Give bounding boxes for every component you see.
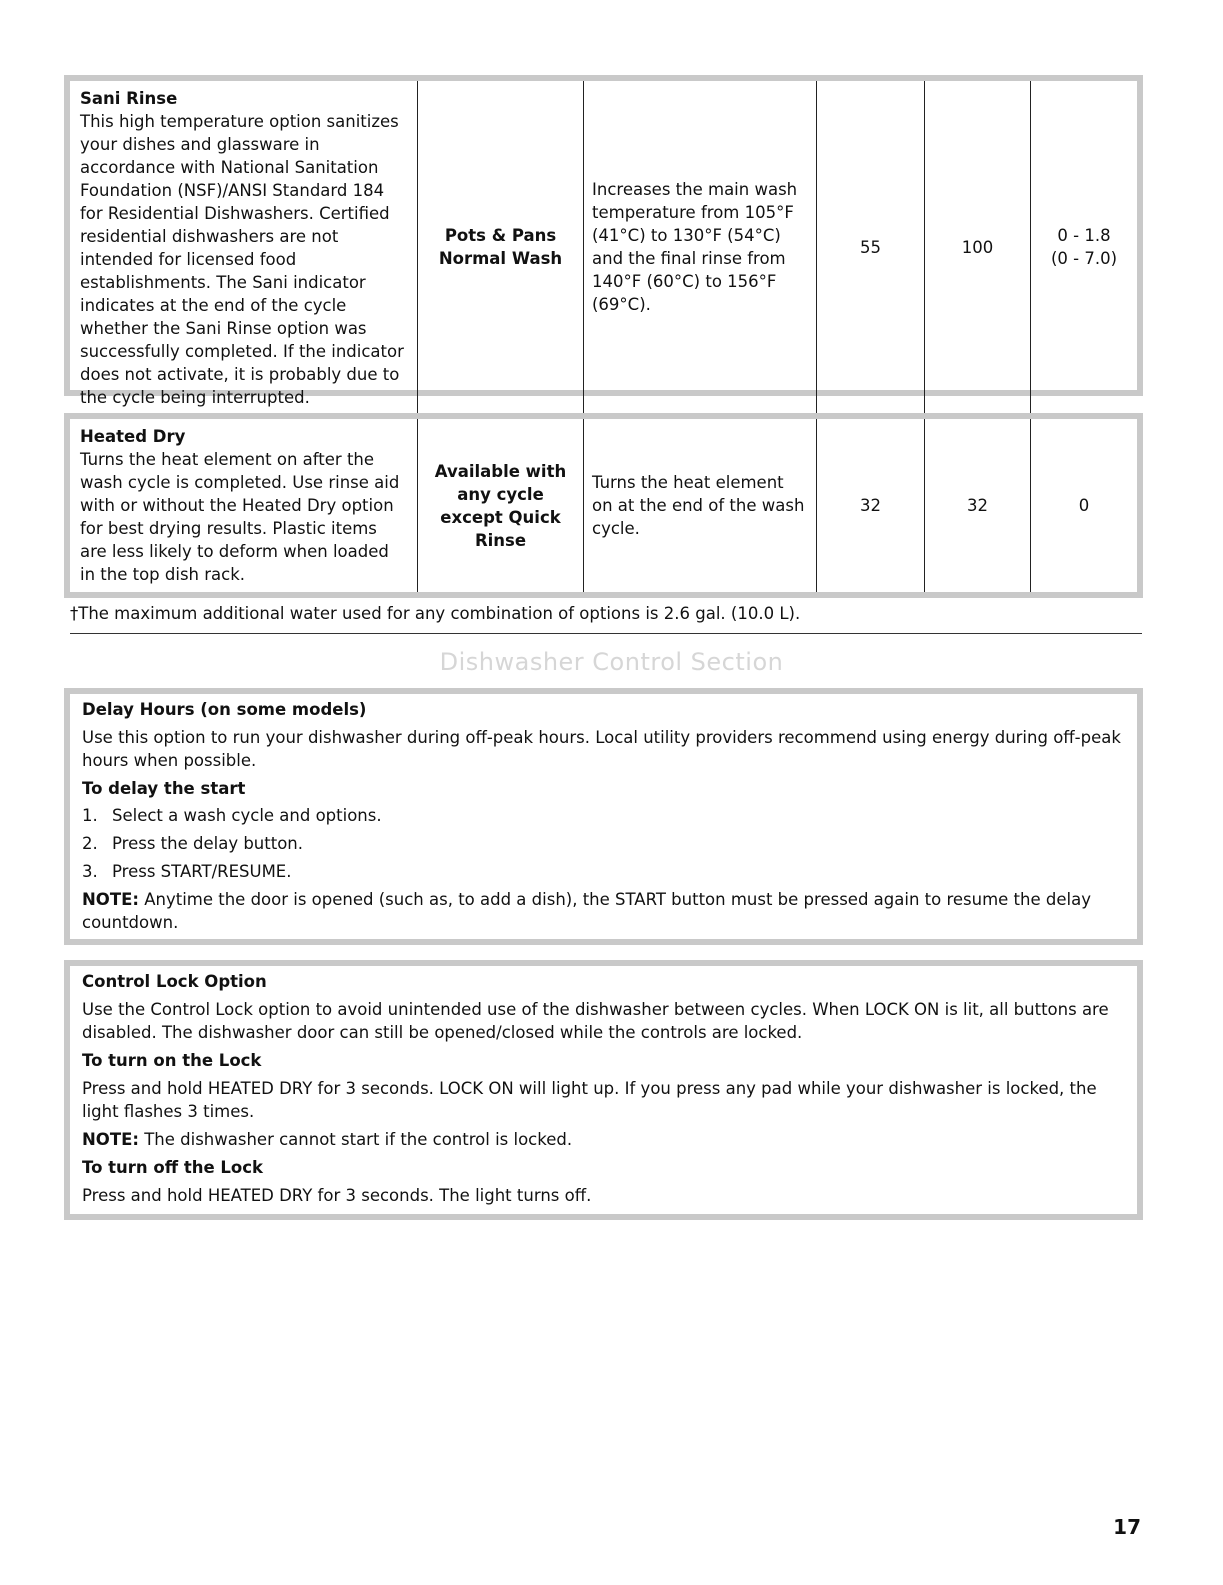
option-value-col6 (1030, 81, 1137, 413)
option-cycles-text: Available with any cycle except Quick Rinse (434, 461, 567, 550)
option-value-col6-line1: 0 (1078, 496, 1090, 515)
control-lock-intro: Use the Control Lock option to avoid unintended use of the dishwasher between cycles. When LOCK ON is lit, all buttons are disabled. The dishwasher door can still be opened/closed while the controls are locked. (82, 1000, 1109, 1042)
option-row-sani-rinse (64, 75, 1143, 407)
control-lock-box (64, 960, 1143, 1220)
delay-hours-box (64, 688, 1143, 945)
list-item (82, 832, 1125, 855)
lock-note (82, 1128, 1125, 1151)
option-effect (583, 419, 816, 592)
step-text: Press START/RESUME. (112, 862, 292, 881)
step-text: Press the delay button. (112, 834, 303, 853)
option-value-col5-text: 32 (967, 496, 988, 515)
step-number: 3. (82, 862, 98, 881)
option-row-heated-dry (64, 413, 1143, 598)
list-item (82, 860, 1125, 883)
note-label: NOTE: (82, 890, 139, 909)
divider (70, 633, 1142, 634)
lock-off-heading: To turn off the Lock (82, 1158, 264, 1177)
lock-on-text: Press and hold HEATED DRY for 3 seconds. LOCK ON will light up. If you press any pad while your dishwasher is locked, the light flashes 3 times. (82, 1079, 1097, 1121)
option-effect-text: Increases the main wash temperature from 105°F (41°C) to 130°F (54°C) and the final rinse from 140°F (60°C) to 156°F (69°C). (592, 180, 798, 314)
delay-start-heading: To delay the start (82, 779, 246, 798)
option-cycles (417, 419, 583, 592)
option-value-col6 (1030, 419, 1137, 592)
step-text: Select a wash cycle and options. (112, 806, 382, 825)
step-number: 2. (82, 834, 98, 853)
lock-on-heading: To turn on the Lock (82, 1051, 262, 1070)
option-value-col5-text: 100 (961, 237, 994, 257)
option-effect (583, 81, 816, 413)
delay-hours-title: Delay Hours (on some models) (82, 700, 367, 719)
page-number: 17 (1113, 1515, 1141, 1539)
option-name: Heated Dry (80, 427, 186, 446)
delay-steps-list (82, 804, 1125, 883)
section-title: Dishwasher Control Section (439, 648, 784, 676)
option-cycles-text: Pots & Pans Normal Wash (438, 226, 563, 268)
option-value-col4-text: 55 (860, 237, 881, 257)
option-description: Turns the heat element on after the wash cycle is completed. Use rinse aid with or without the Heated Dry option for best drying results. Plastic items are less likely to deform when loaded in the top dish rack. (80, 450, 400, 584)
option-value-col4 (816, 419, 924, 592)
option-value-col6-line2: (0 - 7.0) (1050, 249, 1118, 268)
list-item (82, 804, 1125, 827)
option-description-cell (70, 419, 417, 592)
control-lock-title: Control Lock Option (82, 972, 267, 991)
lock-off-text: Press and hold HEATED DRY for 3 seconds. The light turns off. (82, 1186, 592, 1205)
delay-note (82, 888, 1125, 934)
note-text: Anytime the door is opened (such as, to add a dish), the START button must be pressed again to resume the delay countdown. (82, 890, 1091, 932)
option-value-col6-line1: 0 - 1.8 (1057, 226, 1111, 245)
option-description-cell (70, 81, 417, 413)
delay-hours-intro: Use this option to run your dishwasher during off-peak hours. Local utility providers recommend using energy during off-peak hours when possible. (82, 728, 1121, 770)
option-description: This high temperature option sanitizes your dishes and glassware in accordance with National Sanitation Foundation (NSF)/ANSI Standard 184 for Residential Dishwashers. Certified residential dishwashers are not intended for licensed food establishments. The Sani indicator indicates at the end of the cycle whether the Sani Rinse option was successfully completed. If the indicator does not activate, it is probably due to the cycle being interrupted. (80, 112, 404, 407)
option-name: Sani Rinse (80, 89, 178, 108)
note-label: NOTE: (82, 1130, 139, 1149)
option-cycles (417, 81, 583, 413)
footnote: †The maximum additional water used for any combination of options is 2.6 gal. (10.0 L). (70, 604, 801, 623)
option-effect-text: Turns the heat element on at the end of the wash cycle. (592, 473, 805, 538)
note-text: The dishwasher cannot start if the control is locked. (138, 1130, 573, 1149)
step-number: 1. (82, 806, 98, 825)
option-value-col5 (924, 419, 1030, 592)
option-value-col5 (924, 81, 1030, 413)
option-value-col4-text: 32 (860, 496, 881, 515)
option-value-col4 (816, 81, 924, 413)
